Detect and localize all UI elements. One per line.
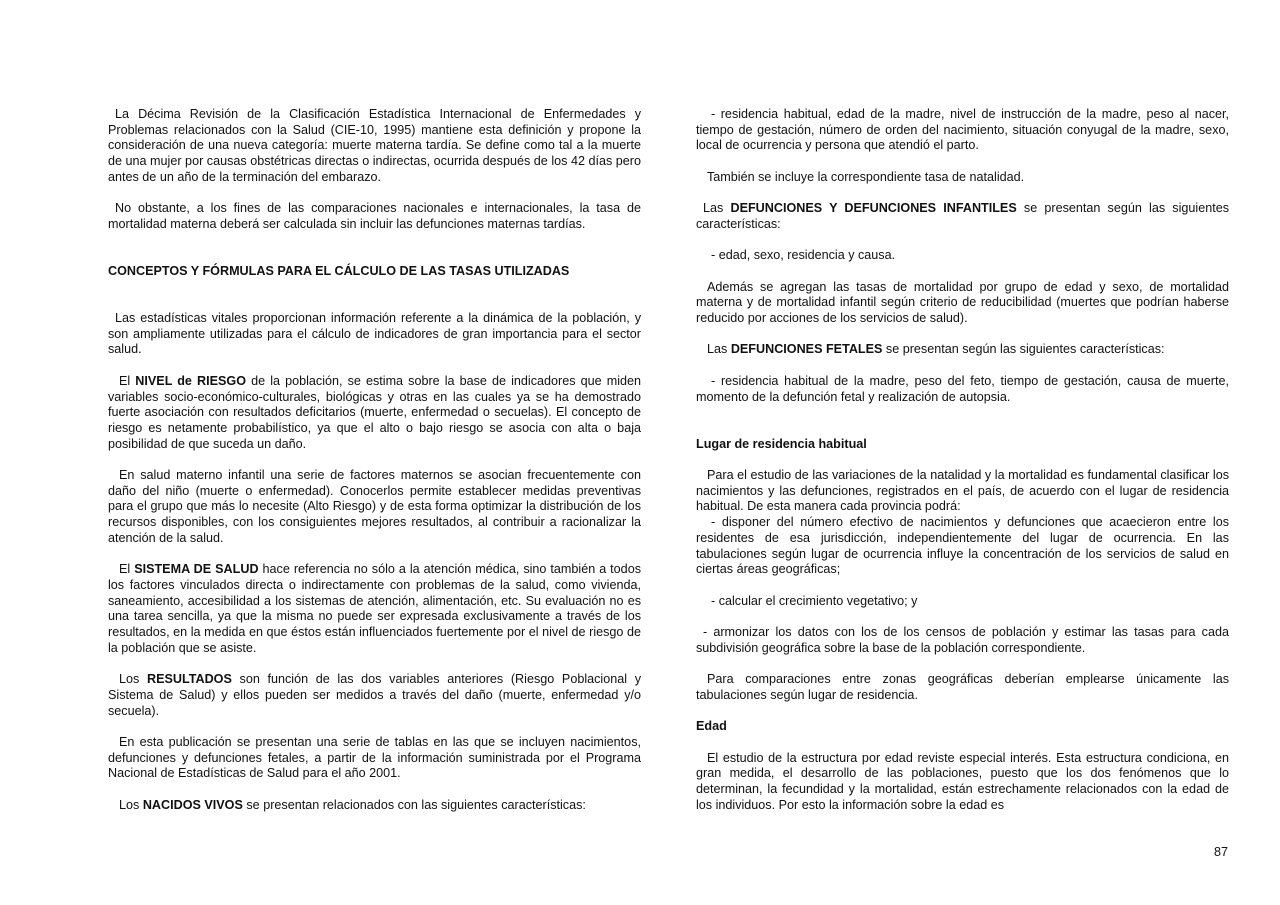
section-heading-age: Edad bbox=[696, 719, 727, 734]
list-item-fetal-characteristics: - residencia habitual de la madre, peso del feto, tiempo de gestación, causa de muerte, momento de la defunción fetal y realización de autopsia. bbox=[696, 373, 1229, 404]
paragraph-live-births: Los NACIDOS VIVOS se presentan relacionados con las siguientes características: bbox=[119, 797, 586, 812]
list-item-vegetative-growth: - calcular el crecimiento vegetativo; y bbox=[711, 593, 918, 608]
paragraph-results: Los RESULTADOS son función de las dos variables anteriores (Riesgo Poblacional y Sistema de Salud) y ellos pueden ser medidos a través del daño (muerte, enfermedad y/o secuela). bbox=[108, 672, 641, 718]
paragraph-maternal-child-health: En salud materno infantil una serie de factores maternos se asocian frecuentemente con daño del niño (muerte o enfermedad). Conocerlos permite establecer medidas preventivas para el grupo que más lo necesite (Alto Riesgo) y de esta forma optimizar la distribución de los recursos disponibles, con los consiguientes mejores resultados, al contribuir a racionalizar la atención de la salud. bbox=[108, 468, 641, 545]
paragraph-publication-tables: En esta publicación se presentan una serie de tablas en las que se incluyen nacimientos, defunciones y defunciones fetales, a partir de la información suministrada por el Programa Nacional de Estadísticas de Salud para el año 2001. bbox=[108, 734, 641, 781]
paragraph-late-maternal-note: No obstante, a los fines de las comparaciones nacionales e internacionales, la tasa de mortalidad materna deberá ser calculada sin incluir las defunciones maternas tardías. bbox=[108, 201, 641, 231]
term-defunciones-fetales: DEFUNCIONES FETALES bbox=[730, 342, 883, 357]
paragraph-residence-intro: Para el estudio de las variaciones de la natalidad y la mortalidad es fundamental clasificar los nacimientos y las defunciones, registrados en el país, de acuerdo con el lugar de residencia habitual. De esta manera cada provincia podrá: bbox=[696, 468, 1229, 514]
term-resultados: RESULTADOS bbox=[146, 672, 232, 687]
section-heading-concepts: CONCEPTOS Y FÓRMULAS PARA EL CÁLCULO DE LAS TASAS UTILIZADAS bbox=[108, 263, 570, 278]
list-item-census-harmonize: - armonizar los datos con los de los censos de población y estimar las tasas para cada subdivisión geográfica sobre la base de la población correspondiente. bbox=[696, 625, 1229, 655]
term-nacidos-vivos: NACIDOS VIVOS bbox=[142, 797, 243, 812]
section-heading-residence: Lugar de residencia habitual bbox=[696, 436, 867, 451]
term-nivel-riesgo: NIVEL de RIESGO bbox=[135, 373, 247, 388]
paragraph-risk-level: El NIVEL de RIESGO de la población, se estima sobre la base de indicadores que miden variables socio-económico-culturales, biológicas y otras en las cuales ya se ha demostrado fuerte asociación con resultados deficitarios (muerte, enfermedad o secuelas). El concepto de riesgo es netamente probabilístico, ya que el alto o bajo riesgo se asocia con alta o baja posibilidad de que suceda un daño. bbox=[108, 373, 642, 451]
paragraph-deaths: Las DEFUNCIONES Y DEFUNCIONES INFANTILES se presentan según las siguientes características: bbox=[696, 201, 1230, 231]
right-column bbox=[696, 107, 1229, 813]
list-item-birth-characteristics: - residencia habitual, edad de la madre, nivel de instrucción de la madre, peso al nacer, tiempo de gestación, número de orden del nacimiento, situación conyugal de la madre, sexo, local de ocurrencia y persona que atendió el parto. bbox=[696, 107, 1229, 153]
paragraph-age-structure: El estudio de la estructura por edad reviste especial interés. Esta estructura condiciona, en gran medida, el desarrollo de las poblaciones, puesto que los dos fenómenos que lo determinan, la fecundidad y la mortalidad, están estrechamente relacionados con la edad de los individuos. Por esto la información sobre la edad es bbox=[696, 750, 1229, 812]
paragraph-birth-rate: También se incluye la correspondiente tasa de natalidad. bbox=[707, 169, 1025, 184]
left-column bbox=[108, 107, 641, 813]
paragraph-health-system: El SISTEMA DE SALUD hace referencia no sólo a la atención médica, sino también a todos los factores vinculados directa o indirectamente con problemas de la salud, como vivienda, saneamiento, accesibilidad a los sistemas de atención, alimentación, etc. Su evaluación no es una tarea sencilla, ya que la misma no puede ser expresada exclusivamente a través de los resultados, en la medida en que éstos están influenciados fuertemente por el nivel de riesgo de la población que se asiste. bbox=[108, 562, 641, 655]
list-item-residence-count: - disponer del número efectivo de nacimientos y defunciones que acaecieron entre los residentes de esa jurisdicción, independientemente del lugar de ocurrencia. En las tabulaciones según lugar de ocurrencia influye la concentración de los servicios de salud en ciertas áreas geográficas; bbox=[696, 515, 1229, 577]
term-sistema-salud: SISTEMA DE SALUD bbox=[134, 562, 259, 577]
paragraph-cie10-definition: La Décima Revisión de la Clasificación Estadística Internacional de Enfermedades y Problemas relacionados con la Salud (CIE-10, 1995) mantiene esta definición y propone la consideración de una nueva categoría: muerte materna tardía. Se define como tal a la muerte de una mujer por causas obstétricas directas o indirectas, ocurrida después de los 42 días pero antes de un año de la terminación del embarazo. bbox=[108, 107, 641, 184]
paragraph-geographic-comparison: Para comparaciones entre zonas geográficas deberían emplearse únicamente las tabulaciones según lugar de residencia. bbox=[696, 672, 1229, 702]
paragraph-mortality-rates: Además se agregan las tasas de mortalidad por grupo de edad y sexo, de mortalidad materna y de mortalidad infantil según criterio de reducibilidad (muertes que podrían haberse reducido por acciones de los servicios de salud). bbox=[696, 279, 1229, 326]
term-defunciones: DEFUNCIONES Y DEFUNCIONES INFANTILES bbox=[730, 201, 1017, 216]
list-item-death-characteristics: - edad, sexo, residencia y causa. bbox=[711, 248, 896, 263]
paragraph-vital-statistics: Las estadísticas vitales proporcionan información referente a la dinámica de la población, y son ampliamente utilizadas para el cálculo de indicadores de gran importancia para el sector salud. bbox=[108, 311, 641, 357]
page-number: 87 bbox=[1213, 845, 1228, 859]
paragraph-fetal-deaths: Las DEFUNCIONES FETALES se presentan según las siguientes características: bbox=[707, 342, 1165, 357]
